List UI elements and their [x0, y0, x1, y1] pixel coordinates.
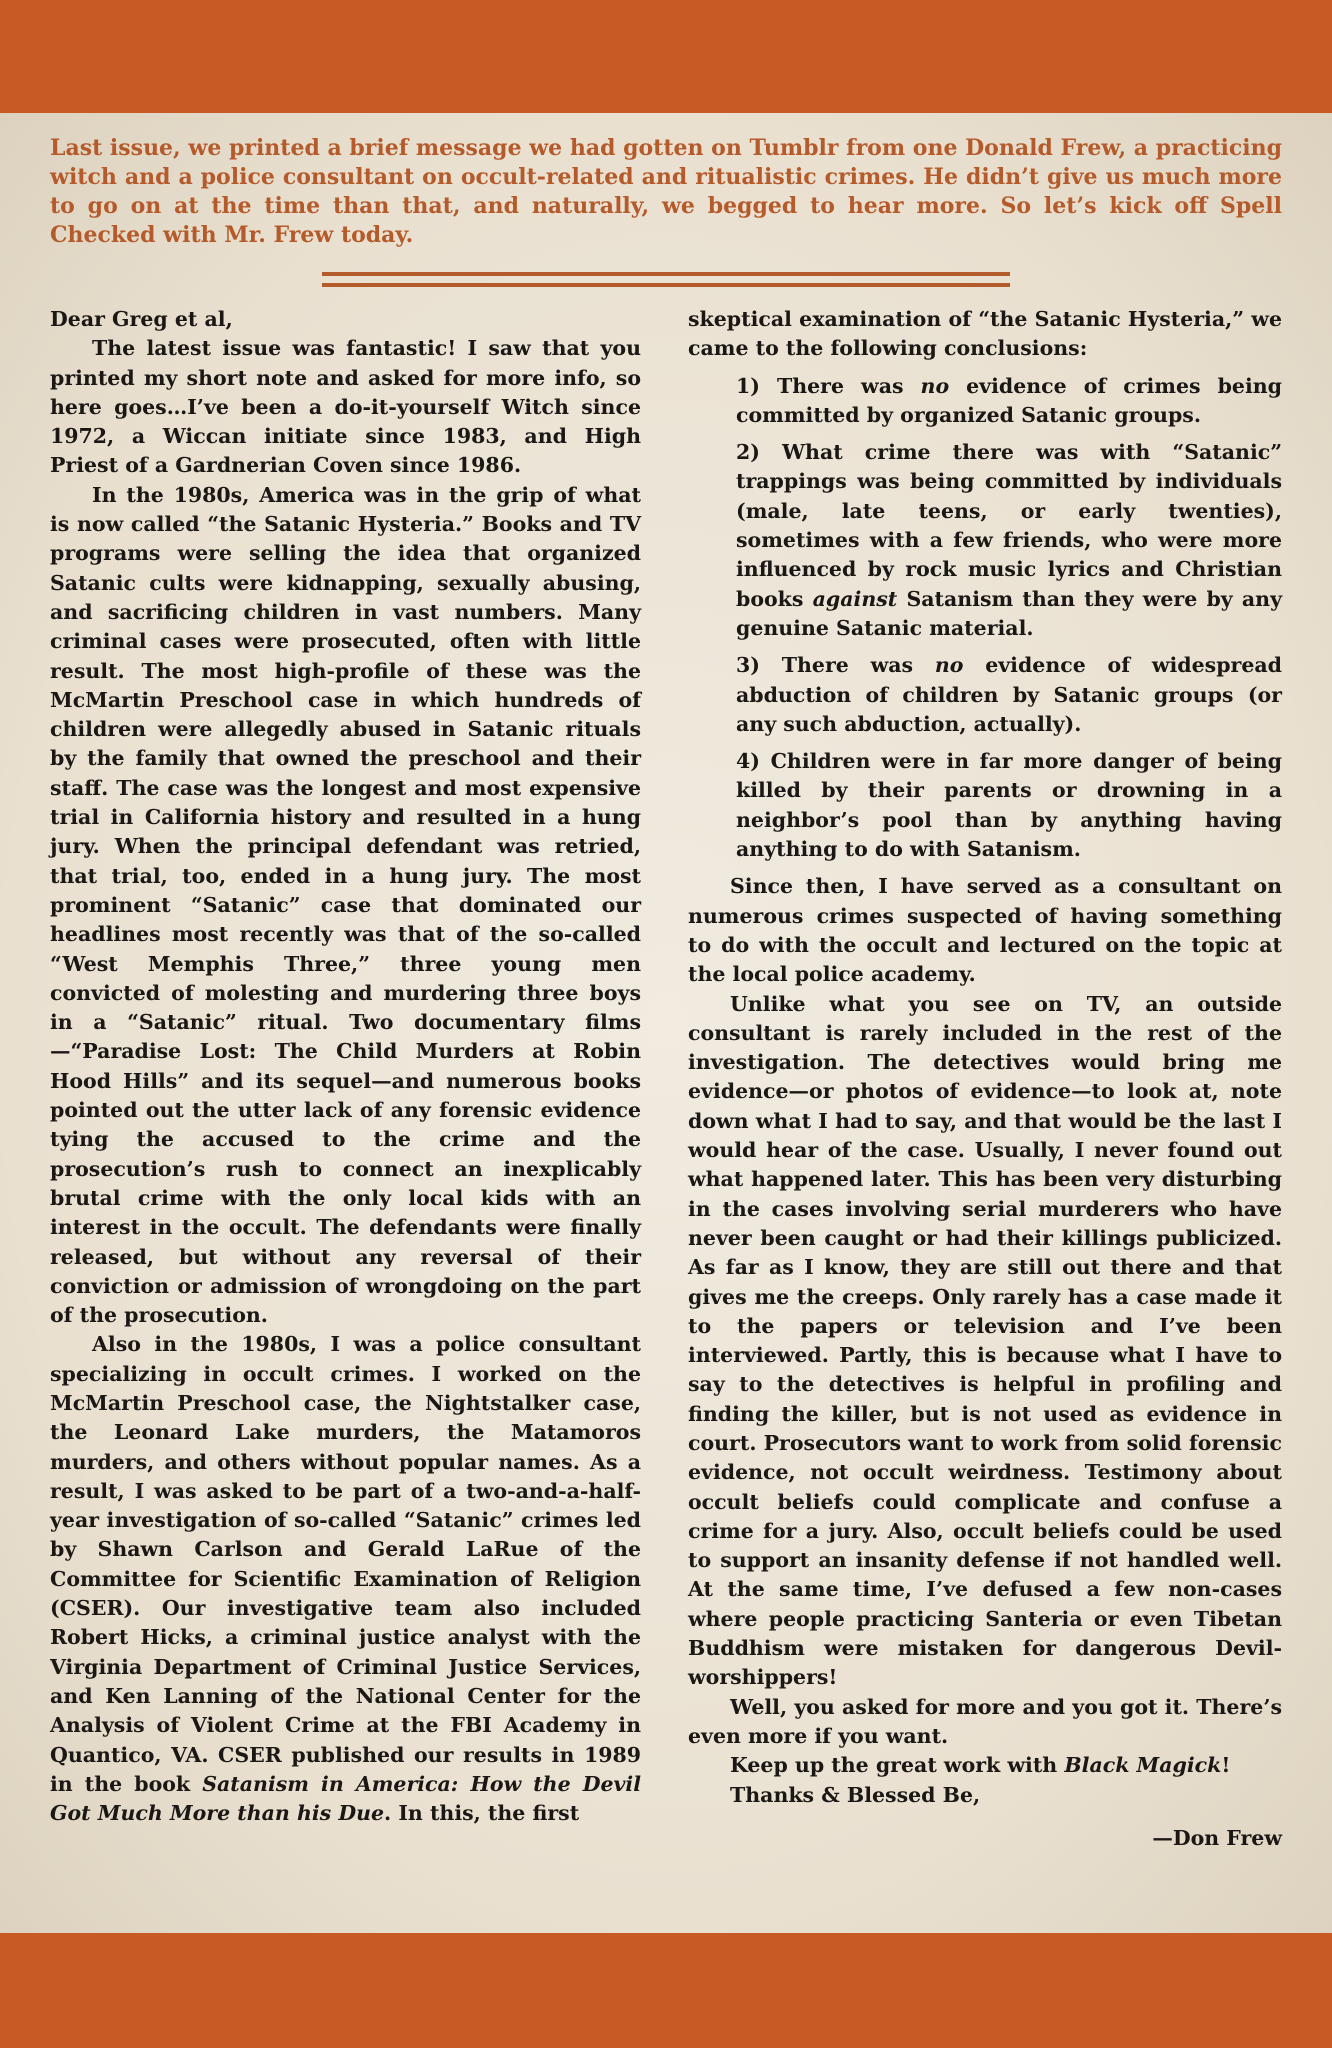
letter-column-left — [50, 305, 641, 1828]
conclusion-item: 4) Children were in far more danger of being killed by their parents or drowning in a neighbor’s pool than by anything having anything to do with Satanism. — [736, 749, 1282, 862]
text-run: 3) There was — [736, 653, 935, 678]
emphasis: against — [812, 586, 898, 611]
text-run: 1) There was — [736, 373, 921, 398]
conclusion-item — [736, 651, 1282, 739]
top-orange-band — [0, 0, 1332, 113]
text-run: . In this, the first — [384, 1801, 580, 1826]
letter-paragraph — [50, 1330, 641, 1828]
text-run: Also in the 1980s, I was a police consultant specializing in occult crimes. I worked on the McMartin Preschool case, the Nightstalker case, the Leonard Lake murders, the Matamoros murders, and others without popular names. As a result, I was asked to be part of a two-and-a-half-year investigation of so-called “Satanic” crimes led by Shawn Carlson and Gerald LaRue of the Committee for Scientific Examination of Religion (CSER). Our investigative team also included Robert Hicks, a criminal justice analyst with the Virginia Department of Criminal Justice Services, and Ken Lanning of the National Center for the Analysis of Violent Crime at the FBI Academy in Quantico, VA. CSER published our results in 1989 in the book — [50, 1332, 641, 1796]
emphasis: no — [920, 373, 950, 398]
letter-paragraph: In the 1980s, America was in the grip of what is now called “the Satanic Hysteria.” Books and TV programs were selling the idea that organized Satanic cults were kidnapping, sexually abusing, and sacrificing children in vast numbers. Many criminal cases were prosecuted, often with little result. The most high-profile of these was the McMartin Preschool case in which hundreds of children were allegedly abused in Satanic rituals by the family that owned the preschool and their staff. The case was the longest and most expensive trial in California history and resulted in a hung jury. When the principal defendant was retried, that trial, too, ended in a hung jury. The most prominent “Satanic” case that dominated our headlines most recently was that of the so-called “West Memphis Three,” three young men convicted of molesting and murdering three boys in a “Satanic” ritual. Two documentary films—“Paradise Lost: The Child Murders at Robin Hood Hills” and its sequel—and numerous books pointed out the utter lack of any forensic evidence tying the accused to the crime and the prosecution’s rush to connect an inexplicably brutal crime with the only local kids with an interest in the occult. The defendants were finally released, but without any reversal of their conviction or admission of wrongdoing on the part of the prosecution. — [50, 482, 641, 1328]
text-run: ! — [1221, 1753, 1231, 1778]
conclusion-item — [736, 438, 1282, 643]
closing-line: Thanks & Blessed Be, — [730, 1782, 981, 1807]
letter-paragraph: skeptical examination of “the Satanic Hysteria,” we came to the following conclusions: — [688, 307, 1282, 361]
text-run: 2) What crime there was with “Satanic” trappings was being committed by individuals (male, late teens, or early twenties), sometimes with a few friends, who were more influenced by rock music lyrics and Christian books — [736, 440, 1282, 611]
emphasis: no — [934, 653, 964, 678]
text-run: evidence of crimes being committed by organized Satanic groups. — [736, 373, 1282, 427]
divider-rule-top — [322, 272, 1010, 276]
letter-column-right — [688, 305, 1282, 1853]
letter-paragraph: Well, you asked for more and you got it. There’s even more if you want. — [688, 1694, 1282, 1748]
salutation: Dear Greg et al, — [50, 307, 233, 331]
magazine-title: Black Magick — [1064, 1753, 1222, 1778]
closing-line — [688, 1751, 1282, 1780]
letter-paragraph: Unlike what you see on TV, an outside consultant is rarely included in the rest of the investigation. The detectives would bring me evidence—or photos of evidence—to look at, note down what I had to say, and that would be the last I would hear of the case. Usually, I never found out what happened later. This has been very disturbing in the cases involving serial murderers who have never been caught or had their killings publicized. As far as I know, they are still out there and that gives me the creeps. Only rarely has a case made it to the papers or television and I’ve been interviewed. Partly, this is because what I have to say to the detectives is helpful in profiling and finding the killer, but is not used as evidence in court. Prosecutors want to work from solid forensic evidence, not occult weirdness. Testimony about occult beliefs could complicate and confuse a crime for a jury. Also, occult beliefs could be used to support an insanity defense if not handled well. At the same time, I’ve defused a few non-cases where people practicing Santeria or even Tibetan Buddhism were mistaken for dangerous Devil-worshippers! — [688, 991, 1282, 1690]
letter-paragraph: The latest issue was fantastic! I saw that you printed my short note and asked for more info, so here goes…I’ve been a do-it-yourself Witch since 1972, a Wiccan initiate since 1983, and High Priest of a Gardnerian Coven since 1986. — [50, 336, 641, 478]
intro-paragraph: Last issue, we printed a brief message we had gotten on Tumblr from one Donald Frew, a practicing witch and a police consultant on occult-related and ritualistic crimes. He didn’t give us much more to go on at the time than that, and naturally, we begged to hear more. So let’s kick off Spell Checked with Mr. Frew today. — [50, 135, 1282, 248]
conclusion-item — [736, 372, 1282, 431]
book-title: Satanism in America: How the Devil Got Much More than his Due — [50, 1771, 642, 1826]
letter-paragraph: Since then, I have served as a consultant on numerous crimes suspected of having something to do with the occult and lectured on the topic at the local police academy. — [688, 874, 1282, 987]
divider-rule-bottom — [322, 283, 1010, 287]
text-run: Satanism than they were by any genuine Satanic material. — [736, 586, 1282, 640]
bottom-orange-band — [0, 1933, 1332, 2048]
text-run: evidence of widespread abduction of children by Satanic groups (or any such abduction, actually). — [736, 653, 1282, 736]
signature: —Don Frew — [1152, 1825, 1282, 1850]
text-run: Keep up the great work with — [730, 1753, 1065, 1778]
